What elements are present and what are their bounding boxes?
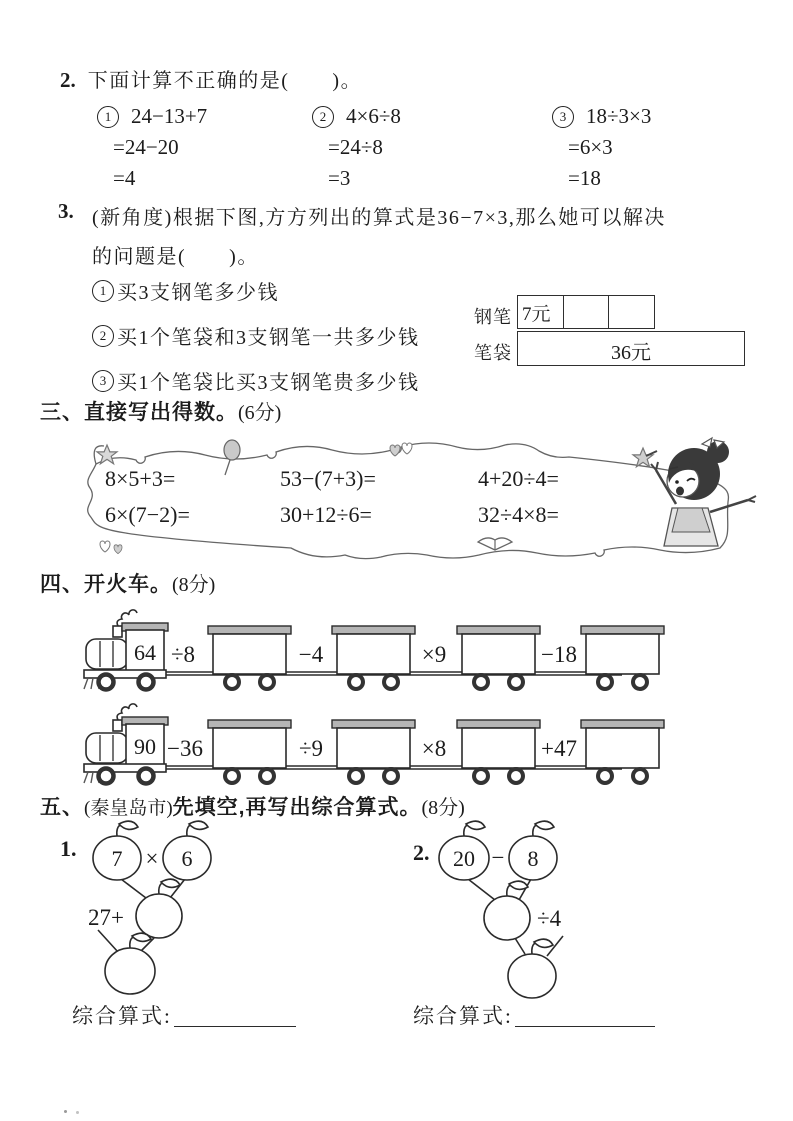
wheel-icon <box>139 769 154 784</box>
q2-option-1 <box>97 104 207 191</box>
train-car <box>332 720 415 783</box>
apple-operator: − <box>491 845 505 870</box>
section-3-heading <box>40 396 281 426</box>
wheel-icon <box>349 675 363 689</box>
q2-option-2-step: =24÷8 <box>328 135 383 159</box>
q3-option-2-text: 买1个笔袋和3支钢笔一共多少钱 <box>117 327 420 349</box>
train-car <box>208 626 291 689</box>
section-4-score: (8分) <box>172 574 216 596</box>
book-icon <box>478 538 512 550</box>
section-5-source: (秦皇岛市) <box>84 798 173 819</box>
train-1 <box>82 612 667 692</box>
train-op-label: ÷9 <box>298 736 324 761</box>
train-op-label: −4 <box>298 642 324 667</box>
pen-bar-cell-2[interactable] <box>563 296 607 328</box>
scan-artifact-dot <box>76 1111 79 1114</box>
wheel-icon <box>509 675 523 689</box>
wheel-icon <box>633 769 647 783</box>
problem-1-number: 1. <box>60 836 77 861</box>
train-start-value: 64 <box>134 640 156 665</box>
wheel-icon <box>139 675 154 690</box>
train-car <box>581 626 664 689</box>
question-2-prompt: 下面计算不正确的是( )。 <box>87 70 363 92</box>
formula-row-1 <box>72 1000 296 1030</box>
pen-bar-cell-1: 7元 <box>522 304 551 325</box>
wheel-icon <box>225 675 239 689</box>
wheel-icon <box>260 675 274 689</box>
pen-row-label: 钢笔 <box>474 307 512 327</box>
mental-math-expr: 8×5+3= <box>105 466 176 491</box>
train-op-label: −36 <box>167 736 203 761</box>
circled-number-badge: 1 <box>92 280 114 302</box>
wheel-icon <box>260 769 274 783</box>
train-engine <box>84 704 168 784</box>
frame-border <box>88 443 729 559</box>
train-answer-box[interactable] <box>213 634 286 674</box>
star-icon <box>97 445 117 464</box>
pen-bar-cell-3[interactable] <box>608 296 654 328</box>
apple-value: 7 <box>111 846 123 871</box>
apple-side-operand: ÷4 <box>537 906 562 931</box>
formula-answer-blank[interactable] <box>174 1007 296 1027</box>
q2-option-1-expr: 24−13+7 <box>131 104 208 128</box>
wheel-icon <box>99 769 114 784</box>
apple-value: 20 <box>453 846 475 871</box>
train-answer-box[interactable] <box>462 634 535 674</box>
train-answer-box[interactable] <box>586 728 659 768</box>
q2-option-3 <box>552 104 651 191</box>
circled-number-badge: 1 <box>97 106 119 128</box>
wheel-icon <box>99 675 114 690</box>
train-car <box>457 720 540 783</box>
train-start-value: 90 <box>134 734 156 759</box>
q3-option-2 <box>92 321 420 350</box>
formula-answer-blank[interactable] <box>515 1007 655 1027</box>
q3-option-3 <box>92 366 420 395</box>
wheel-icon <box>225 769 239 783</box>
formula-row-2 <box>413 1000 655 1030</box>
section-5-title: 先填空,再写出综合算式。 <box>172 796 422 819</box>
q2-option-1-step: =24−20 <box>113 135 179 159</box>
apple-answer[interactable] <box>136 894 182 938</box>
train-2 <box>82 706 667 786</box>
train-car <box>457 626 540 689</box>
mental-math-expr: 4+20÷4= <box>478 466 559 491</box>
scan-artifact-dot <box>64 1110 67 1113</box>
q2-option-2-result: =3 <box>328 166 351 190</box>
question-3-prompt-line2: 的问题是( )。 <box>92 246 259 268</box>
section-5-prefix: 五、 <box>40 796 84 819</box>
circled-number-badge: 2 <box>92 325 114 347</box>
mental-math-expr: 32÷4×8= <box>478 502 559 527</box>
q3-option-1 <box>92 276 279 305</box>
wheel-icon <box>509 769 523 783</box>
train-op-label: +47 <box>541 736 577 761</box>
train-op-label: ÷8 <box>170 642 196 667</box>
apple-answer[interactable] <box>484 896 530 940</box>
section-3-title: 三、直接写出得数。 <box>40 401 238 424</box>
train-op-label: ×9 <box>421 642 447 667</box>
wheel-icon <box>384 769 398 783</box>
train-op-label: −18 <box>541 642 577 667</box>
train-car <box>208 720 291 783</box>
wheel-icon <box>598 769 612 783</box>
wheel-icon <box>598 675 612 689</box>
q3-option-3-text: 买1个笔袋比买3支钢笔贵多少钱 <box>117 372 420 394</box>
apple-node-empty <box>136 879 182 938</box>
apple-node <box>163 821 211 880</box>
apple-node <box>439 821 489 880</box>
bag-row-label: 笔袋 <box>474 343 512 363</box>
mental-math-expr: 6×(7−2)= <box>105 502 190 527</box>
train-answer-box[interactable] <box>337 634 410 674</box>
wheel-icon <box>349 769 363 783</box>
apple-answer[interactable] <box>508 954 556 998</box>
formula-label: 综合算式: <box>72 1004 172 1028</box>
q2-option-3-result: =18 <box>568 166 601 190</box>
problem-2-number: 2. <box>413 840 430 865</box>
circled-number-badge: 3 <box>92 370 114 392</box>
train-answer-box[interactable] <box>586 634 659 674</box>
apple-diagram-1 <box>88 826 328 1006</box>
q2-option-3-expr: 18÷3×3 <box>586 104 652 128</box>
apple-value: 8 <box>527 846 539 871</box>
q3-option-1-text: 买3支钢笔多少钱 <box>117 282 279 304</box>
girl-illustration <box>646 438 756 546</box>
wheel-icon <box>474 769 488 783</box>
circled-number-badge: 3 <box>552 106 574 128</box>
train-car <box>332 626 415 689</box>
q2-option-2-expr: 4×6÷8 <box>346 104 401 128</box>
bag-bar: 36元 <box>517 331 745 366</box>
question-3-number: 3. <box>58 199 74 223</box>
mental-math-expr: 30+12÷6= <box>280 502 372 527</box>
train-engine <box>84 610 168 690</box>
train-op-label: ×8 <box>421 736 447 761</box>
apple-node-empty <box>484 881 530 940</box>
q2-option-1-result: =4 <box>113 166 136 190</box>
train-answer-box[interactable] <box>337 728 410 768</box>
wheel-icon <box>633 675 647 689</box>
apple-side-operand: 27+ <box>88 905 124 930</box>
question-2-number: 2. <box>60 68 76 92</box>
q2-option-3-step: =6×3 <box>568 135 613 159</box>
apple-node <box>509 821 557 880</box>
section-5-heading <box>40 791 465 821</box>
apple-node-empty <box>508 939 556 998</box>
section-4-title: 四、开火车。 <box>40 573 172 596</box>
decorative-frame <box>80 436 752 562</box>
q2-option-2 <box>312 104 401 191</box>
formula-label: 综合算式: <box>413 1004 513 1028</box>
train-answer-box[interactable] <box>462 728 535 768</box>
train-answer-box[interactable] <box>213 728 286 768</box>
apple-node-empty <box>105 933 155 994</box>
apple-node <box>93 821 141 880</box>
apple-operator: × <box>145 846 159 871</box>
train-car <box>581 720 664 783</box>
balloon-icon <box>224 440 240 475</box>
pen-bar <box>517 295 655 329</box>
apple-value: 6 <box>181 846 193 871</box>
wheel-icon <box>384 675 398 689</box>
section-5-score: (8分) <box>421 797 465 819</box>
star-icon <box>633 448 653 467</box>
wheel-icon <box>474 675 488 689</box>
hearts-icon <box>100 541 122 554</box>
question-3-prompt-line1: (新角度)根据下图,方方列出的算式是36−7×3,那么她可以解决 <box>92 207 666 229</box>
question-2 <box>60 64 362 93</box>
mental-math-expr: 53−(7+3)= <box>280 466 376 491</box>
apple-answer[interactable] <box>105 948 155 994</box>
circled-number-badge: 2 <box>312 106 334 128</box>
section-3-score: (6分) <box>238 402 282 424</box>
apple-diagram-2 <box>435 826 675 1006</box>
section-4-heading <box>40 568 215 598</box>
